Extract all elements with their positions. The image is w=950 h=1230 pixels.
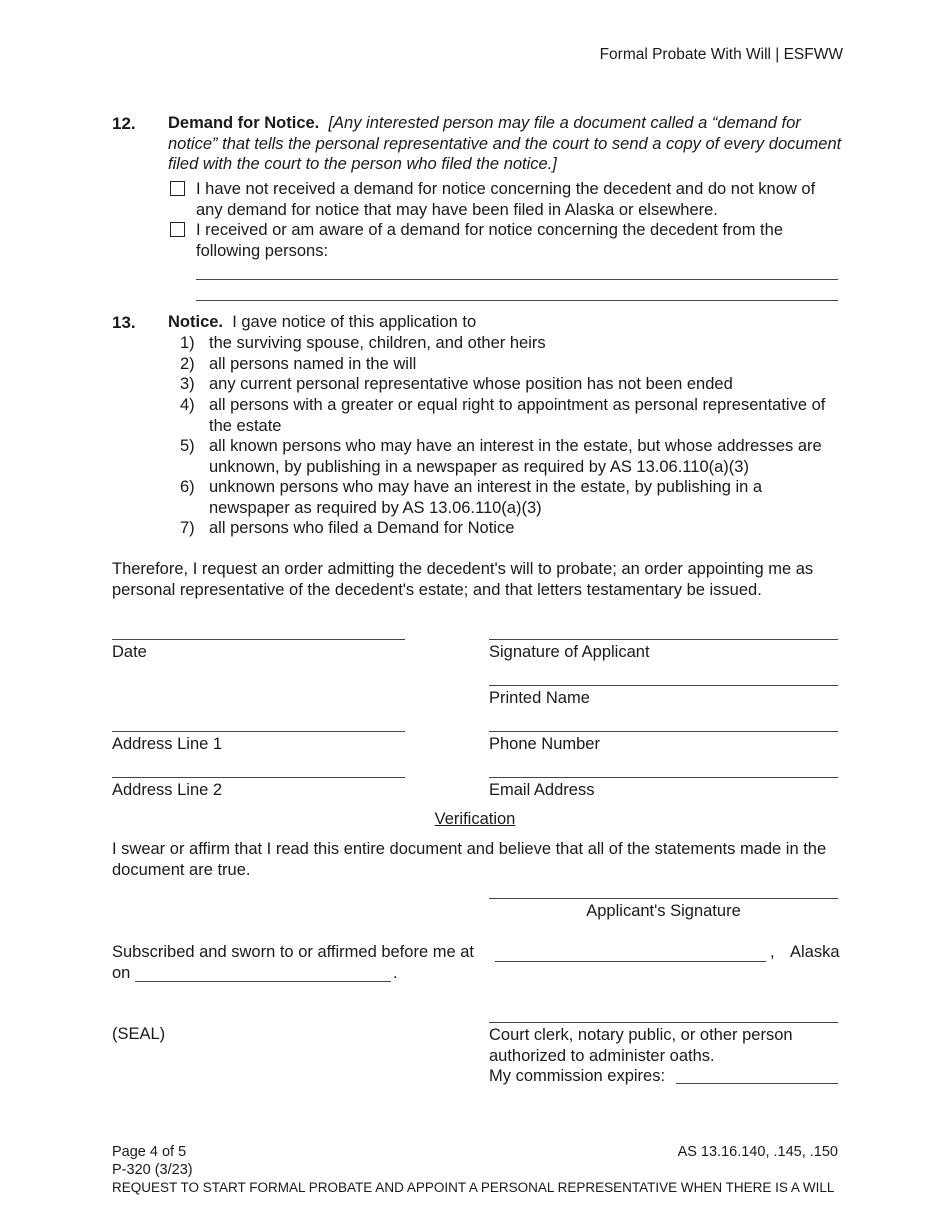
notice-item-number: 5) [180, 437, 195, 455]
commission-expires-line[interactable] [676, 1083, 838, 1084]
demand-persons-line-2[interactable] [196, 300, 838, 301]
footer-form-title: REQUEST TO START FORMAL PROBATE AND APPOINT A PERSONAL REPRESENTATIVE WHEN THERE IS A WILL [112, 1180, 835, 1195]
checkbox-no-demand[interactable] [170, 181, 185, 196]
demand-persons-line-1[interactable] [196, 279, 838, 280]
clerk-line-1: Court clerk, notary public, or other person [489, 1026, 793, 1044]
notice-list-item [180, 354, 840, 375]
email-line[interactable] [489, 777, 838, 778]
printed-name-label: Printed Name [489, 689, 590, 707]
notice-item-text: all persons named in the will [209, 355, 417, 373]
sworn-on: on [112, 964, 131, 982]
section-12-heading: Demand for Notice. [168, 114, 320, 132]
section-13-heading: Notice. [168, 313, 224, 331]
option-no-demand-label: I have not received a demand for notice concerning the decedent and do not know of any demand for notice that may have been filed in Alaska or elsewhere. [196, 180, 816, 219]
option-received-demand-label: I received or am aware of a demand for notice concerning the decedent from the following persons: [196, 221, 783, 260]
notice-list-item [180, 436, 840, 476]
section-13-number: 13. [112, 313, 136, 332]
sworn-period: . [393, 964, 398, 982]
demand-option-received[interactable] [170, 220, 842, 261]
notice-list-item [180, 518, 840, 539]
date-label: Date [112, 643, 147, 661]
notice-item-text: unknown persons who may have an interest in the estate, by publishing in a newspaper as required by AS 13.06.110(a)(3) [209, 478, 763, 517]
notice-list-item [180, 374, 840, 395]
notice-item-number: 2) [180, 355, 195, 373]
verification-title-wrap [0, 810, 950, 829]
notice-list-item [180, 395, 840, 435]
phone-line[interactable] [489, 731, 838, 732]
seal-label: (SEAL) [112, 1025, 166, 1043]
sworn-date-line[interactable] [135, 981, 391, 982]
verification-statement: I swear or affirm that I read this entire document and believe that all of the statements made in the document are true. [112, 840, 827, 879]
notice-item-text: the surviving spouse, children, and other heirs [209, 334, 546, 352]
applicant-signature-label: Applicant's Signature [586, 902, 741, 920]
notice-item-number: 3) [180, 375, 195, 393]
section-12-number: 12. [112, 114, 136, 133]
phone-label: Phone Number [489, 735, 600, 753]
clerk-signature-line[interactable] [489, 1022, 838, 1023]
page-header: Formal Probate With Will | ESFWW [599, 46, 843, 63]
notice-item-text: any current personal representative whose position has not been ended [209, 375, 733, 393]
sworn-comma: , [770, 943, 775, 961]
sworn-state: Alaska [790, 943, 840, 961]
demand-option-none[interactable] [170, 179, 842, 220]
notice-item-number: 1) [180, 334, 195, 352]
notice-list-item [180, 333, 840, 354]
footer-statute: AS 13.16.140, .145, .150 [677, 1144, 838, 1160]
section-12-instructions: [Any interested person may file a document called a “demand for notice” that tells the personal representative and the court to send a copy of every document filed with the court to the person who filed the notice.] [168, 114, 842, 173]
clerk-block [489, 1025, 793, 1087]
section-12-intro [168, 113, 843, 175]
notice-item-text: all persons with a greater or equal right to appointment as personal representative of the estate [209, 396, 826, 435]
checkbox-received-demand[interactable] [170, 222, 185, 237]
address-line-2-label: Address Line 2 [112, 781, 223, 799]
footer-form-number: P-320 (3/23) [112, 1162, 193, 1178]
commission-label: My commission expires: [489, 1067, 666, 1085]
section-13-intro-text: I gave notice of this application to [232, 313, 477, 331]
section-13-intro [168, 312, 843, 333]
address-line-2-line[interactable] [112, 777, 405, 778]
address-line-1-label: Address Line 1 [112, 735, 223, 753]
notice-item-number: 7) [180, 519, 195, 537]
signature-line[interactable] [489, 639, 838, 640]
clerk-line-2: authorized to administer oaths. [489, 1046, 715, 1065]
notice-list-item [180, 477, 840, 517]
email-label: Email Address [489, 781, 595, 799]
printed-name-line[interactable] [489, 685, 838, 686]
notice-item-text: all persons who filed a Demand for Notice [209, 519, 515, 537]
notice-item-number: 4) [180, 396, 195, 414]
sworn-prefix: Subscribed and sworn to or affirmed before me at [112, 943, 474, 961]
date-line[interactable] [112, 639, 405, 640]
notice-item-number: 6) [180, 478, 195, 496]
footer-page: Page 4 of 5 [112, 1144, 187, 1160]
address-line-1-line[interactable] [112, 731, 405, 732]
applicant-signature-line[interactable] [489, 898, 838, 899]
request-paragraph: Therefore, I request an order admitting the decedent's will to probate; an order appointing me as personal representative of the decedent's estate; and that letters testamentary be issued. [112, 560, 814, 599]
sworn-location-line[interactable] [495, 961, 766, 962]
verification-title: Verification [434, 810, 516, 828]
signature-label: Signature of Applicant [489, 643, 650, 661]
notice-item-text: all known persons who may have an interest in the estate, but whose addresses are unknown, by publishing in a newspaper as required by AS 13.06.110(a)(3) [209, 437, 822, 476]
